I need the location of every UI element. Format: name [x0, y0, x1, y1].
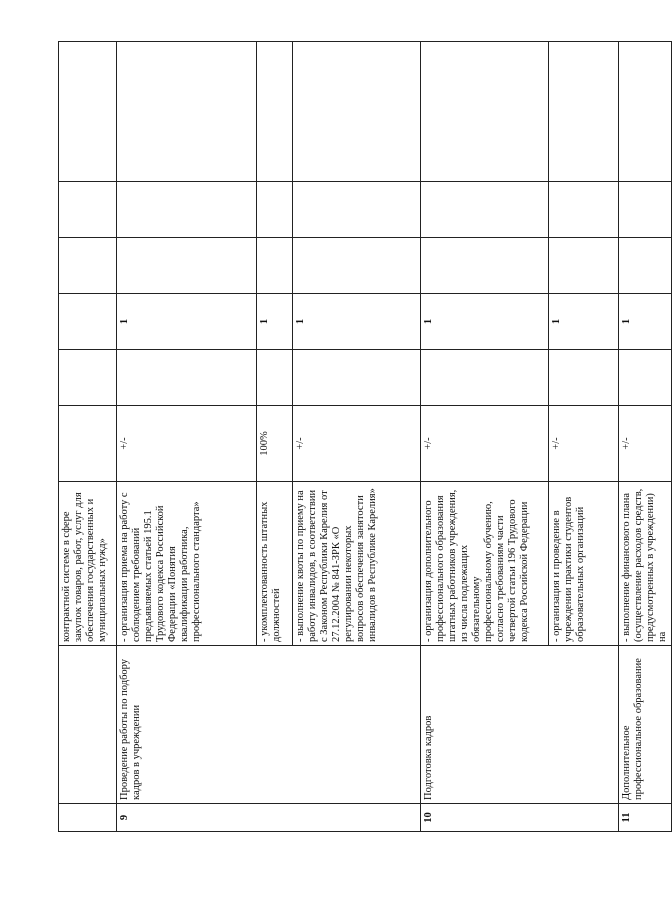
row-criterion: - организация дополнительного профессионального образования штатных работников учреждения, из числа подлежащих обязательному профессиональному обучению, согласно требованиям части четвертой статьи 196 Трудового кодекса Российской Федерации	[421, 482, 549, 646]
row-criterion: - выполнение квоты по приему на работу инвалидов, в соответствии с Законом Республики Карелия от 27.12.2004 № 841-ЗРК «О регулировании некоторых вопросов обеспечения занятости инвалидов в Республике Карелия»	[293, 482, 421, 646]
row-criterion: - организация и проведение в учреждении практики студентов образовательных организаций	[549, 482, 619, 646]
row-value	[59, 406, 117, 482]
table-row	[59, 42, 117, 832]
row-criterion: - выполнение финансового плана (осуществление расходов средств, предусмотренных в учреждении) на	[619, 482, 672, 646]
row-cell-empty	[549, 42, 619, 182]
row-cell-empty	[59, 42, 117, 182]
row-points: 1	[293, 294, 421, 350]
row-name: Подготовка кадров	[421, 646, 619, 804]
row-cell-empty	[549, 238, 619, 294]
row-cell-empty	[59, 238, 117, 294]
row-number: 11	[619, 804, 672, 832]
row-cell-empty	[421, 350, 549, 406]
table-row	[421, 42, 549, 832]
row-points: 1	[549, 294, 619, 350]
row-cell-empty	[59, 350, 117, 406]
row-cell-empty	[421, 42, 549, 182]
row-cell-empty	[619, 238, 672, 294]
row-value: +/-	[293, 406, 421, 482]
row-value: +/-	[549, 406, 619, 482]
row-points: 1	[619, 294, 672, 350]
row-cell-empty	[421, 182, 549, 238]
row-cell-empty	[549, 182, 619, 238]
row-value: +/-	[117, 406, 257, 482]
row-points: 1	[117, 294, 257, 350]
row-name	[59, 646, 117, 804]
row-cell-empty	[293, 182, 421, 238]
row-cell-empty	[117, 238, 257, 294]
row-number	[59, 804, 117, 832]
row-cell-empty	[257, 42, 293, 182]
row-cell-empty	[59, 182, 117, 238]
row-number: 9	[117, 804, 421, 832]
row-cell-empty	[293, 42, 421, 182]
row-value: +/-	[619, 406, 672, 482]
row-points	[59, 294, 117, 350]
row-cell-empty	[619, 42, 672, 182]
row-value: 100%	[257, 406, 293, 482]
row-name: Проведение работы по подбору кадров в учреждении	[117, 646, 421, 804]
row-cell-empty	[257, 350, 293, 406]
row-cell-empty	[117, 350, 257, 406]
row-cell-empty	[117, 42, 257, 182]
row-cell-empty	[619, 350, 672, 406]
row-points: 1	[257, 294, 293, 350]
rotated-table-sheet	[58, 42, 668, 832]
row-number: 10	[421, 804, 619, 832]
row-cell-empty	[257, 238, 293, 294]
criteria-table	[58, 41, 672, 832]
row-cell-empty	[293, 350, 421, 406]
row-points: 1	[421, 294, 549, 350]
row-criterion: контрактной системе в сфере закупок товаров, работ, услуг для обеспечения государственных и муниципальных нужд»	[59, 482, 117, 646]
table-row	[619, 42, 672, 832]
row-cell-empty	[619, 182, 672, 238]
row-value: +/-	[421, 406, 549, 482]
row-criterion: - укомплектованность штатных должностей	[257, 482, 293, 646]
row-cell-empty	[257, 182, 293, 238]
row-criterion: - организация приема на работу с соблюдением требований предъявляемых статьей 195.1 Трудового кодекса Российской Федерации «Понятия квалификации работника, профессионального стандарта»	[117, 482, 257, 646]
row-name: Дополнительное профессиональное образование	[619, 646, 672, 804]
row-cell-empty	[117, 182, 257, 238]
row-cell-empty	[293, 238, 421, 294]
table-row	[117, 42, 257, 832]
row-cell-empty	[421, 238, 549, 294]
row-cell-empty	[549, 350, 619, 406]
